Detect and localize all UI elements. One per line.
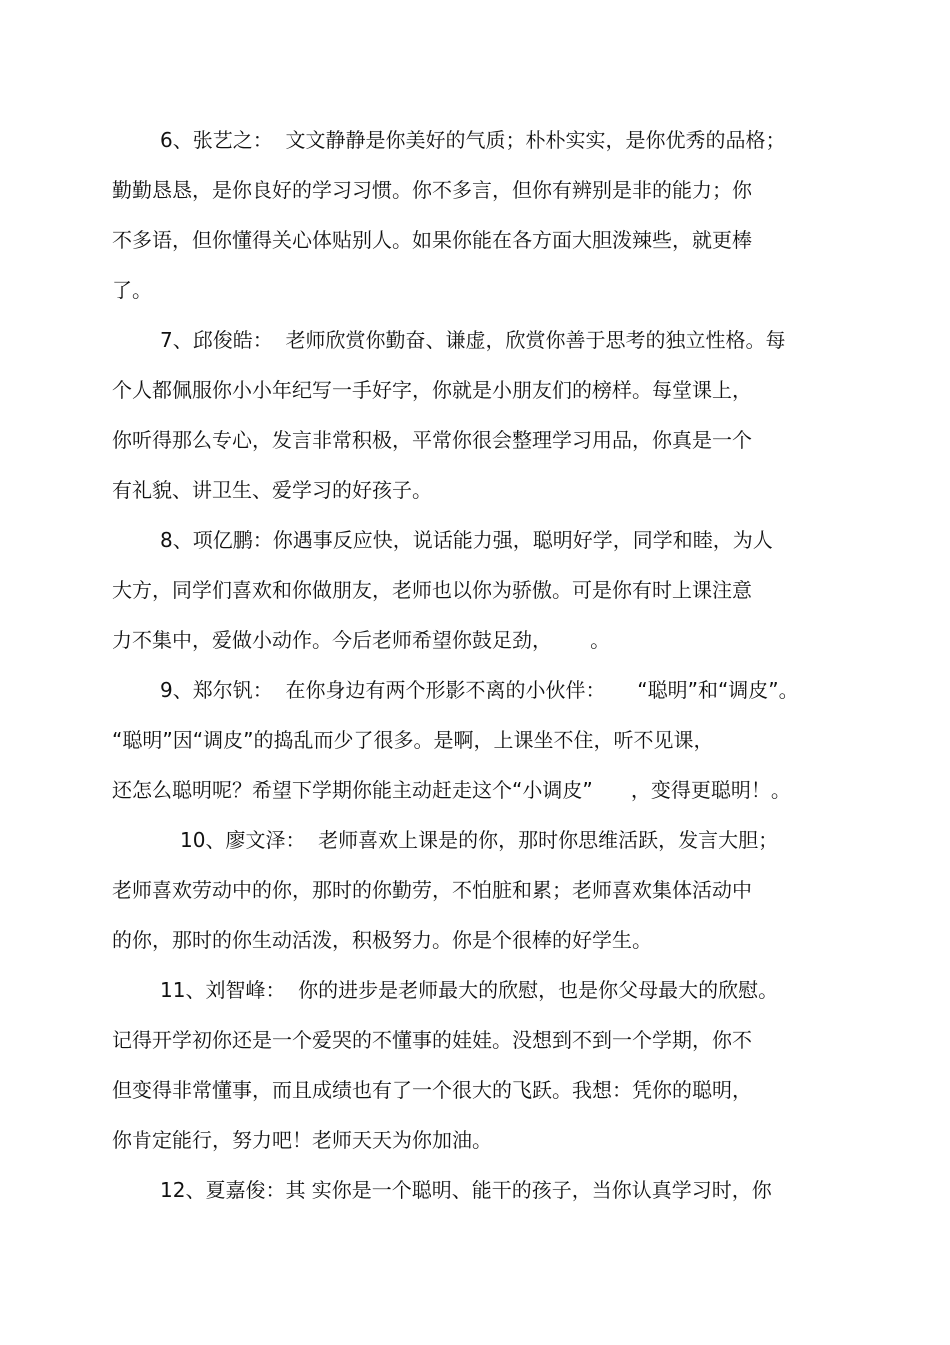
comment-6-line-3: 不多语，但你懂得关心体贴别人。如果你能在各方面大胆泼辣些，就更棒 <box>112 228 752 252</box>
comment-10-line-1: 10、廖文泽： 老师喜欢上课是的你，那时你思维活跃，发言大胆； <box>180 828 779 852</box>
comment-11-line-4: 你肯定能行，努力吧！老师天天为你加油。 <box>112 1128 492 1152</box>
comment-9-line-2: “聪明”因“调皮”的捣乱而少了很多。是啊，上课坐不住，听不见课， <box>112 728 714 752</box>
comment-9-line-3: 还怎么聪明呢？希望下学期你能主动赶走这个“小调皮” ，变得更聪明！。 <box>112 778 791 802</box>
comment-9-line-1: 9、郑尔钒： 在你身边有两个形影不离的小伙伴： “聪明”和“调皮”。 <box>160 678 799 702</box>
comment-8-line-3: 力不集中，爱做小动作。今后老师希望你鼓足劲， 。 <box>112 628 611 652</box>
comment-10-line-3: 的你，那时的你生动活泼，积极努力。你是个很棒的好学生。 <box>112 928 652 952</box>
comment-6-line-2: 勤勤恳恳，是你良好的学习习惯。你不多言，但你有辨别是非的能力；你 <box>112 178 752 202</box>
comment-7-line-3: 你听得那么专心，发言非常积极，平常你很会整理学习用品，你真是一个 <box>112 428 752 452</box>
comment-6-line-1: 6、张艺之： 文文静静是你美好的气质；朴朴实实，是你优秀的品格； <box>160 128 786 152</box>
comment-12-line-1: 12、夏嘉俊：其 实你是一个聪明、能干的孩子，当你认真学习时，你 <box>160 1178 772 1202</box>
comment-7-line-4: 有礼貌、讲卫生、爱学习的好孩子。 <box>112 478 432 502</box>
comment-7-line-2: 个人都佩服你小小年纪写一手好字，你就是小朋友们的榜样。每堂课上， <box>112 378 752 402</box>
comment-6-line-4: 了。 <box>112 278 152 302</box>
comment-8-line-1: 8、项亿鹏：你遇事反应快，说话能力强，聪明好学，同学和睦，为人 <box>160 528 773 552</box>
comment-11-line-3: 但变得非常懂事，而且成绩也有了一个很大的飞跃。我想：凭你的聪明， <box>112 1078 752 1102</box>
comment-8-line-2: 大方，同学们喜欢和你做朋友，老师也以你为骄傲。可是你有时上课注意 <box>112 578 752 602</box>
comment-10-line-2: 老师喜欢劳动中的你，那时的你勤劳，不怕脏和累；老师喜欢集体活动中 <box>112 878 752 902</box>
comment-11-line-1: 11、刘智峰： 你的进步是老师最大的欣慰，也是你父母最大的欣慰。 <box>160 978 779 1002</box>
comment-7-line-1: 7、邱俊皓： 老师欣赏你勤奋、谦虚，欣赏你善于思考的独立性格。每 <box>160 328 786 352</box>
comment-11-line-2: 记得开学初你还是一个爱哭的不懂事的娃娃。没想到不到一个学期，你不 <box>112 1028 752 1052</box>
